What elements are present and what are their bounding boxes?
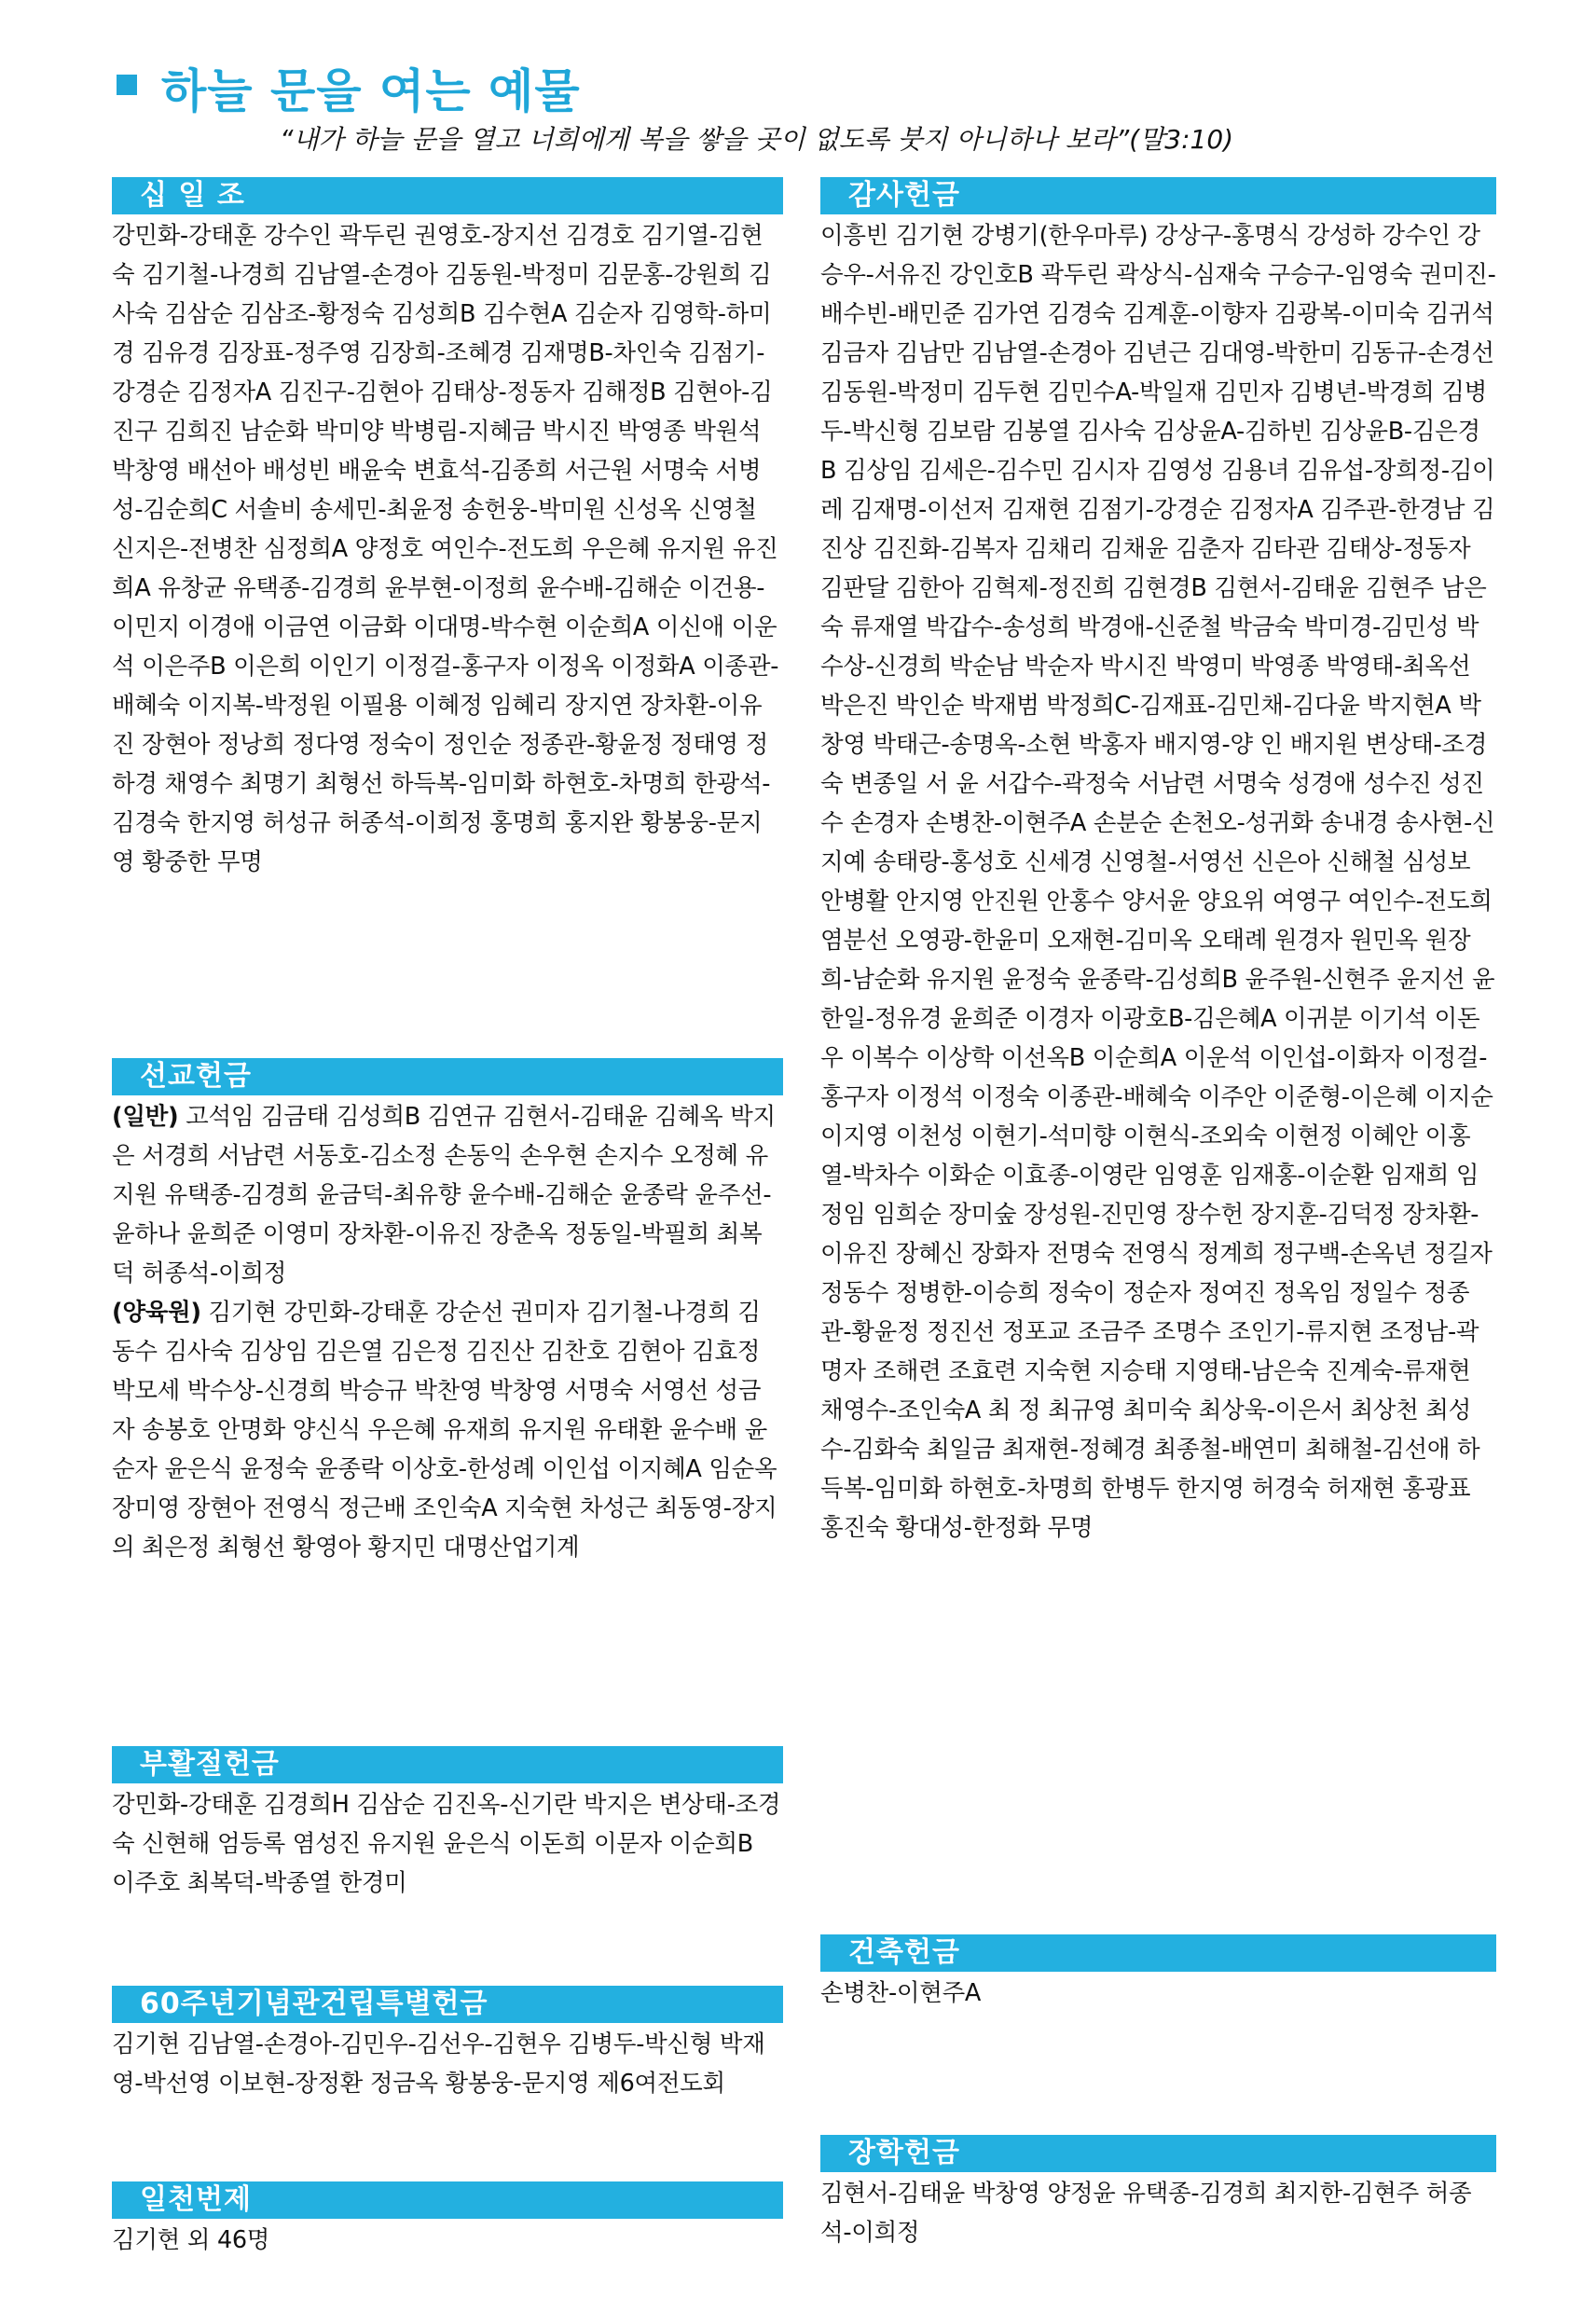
section-text: 손병찬-이현주A bbox=[820, 1979, 982, 2007]
general-text: 고석임 김금태 김성희B 김연규 김현서-김태윤 김혜옥 박지은 서경희 서남련 서동호-김소정 손동익 손우현 손지수 오정혜 유지원 유택종-김경희 윤금덕-최유향 윤수배-김해순 윤종락 윤주선-윤하나 윤희준 이영미 장차환-이유진 장춘옥 정동일-박필희 최복덕 허종석-이희정 bbox=[112, 1103, 776, 1287]
mission-nursing bbox=[112, 1293, 783, 1567]
nursing-text: 김기현 강민화-강태훈 강순선 권미자 김기철-나경희 김동수 김사숙 김상임 김은열 김은정 김진산 김찬호 김현아 김효정 박모세 박수상-신경희 박승규 박찬영 박창영 서명숙 서영선 성금자 송봉호 안명화 양신식 우은혜 유재희 유지원 유태환 윤수배 윤순자 윤은식 윤정숙 윤종락 이상호-한성례 이인섭 이지혜A 임순옥 장미영 장현아 전영식 정근배 조인숙A 지숙현 차성근 최동영-장지의 최은정 최형선 황영아 황지민 대명산업기계 bbox=[112, 1299, 777, 1562]
section-text: 김기현 외 46명 bbox=[112, 2226, 270, 2254]
title-square-icon bbox=[117, 75, 137, 95]
section-building bbox=[820, 1934, 1496, 2013]
section-title: 선교헌금 bbox=[112, 1058, 783, 1095]
section-title: 장학헌금 bbox=[820, 2135, 1496, 2172]
section-thanks bbox=[820, 177, 1496, 1548]
section-title: 건축헌금 bbox=[820, 1934, 1496, 1972]
general-label: (일반) bbox=[112, 1103, 179, 1131]
section-title: 십 일 조 bbox=[112, 177, 783, 214]
section-mission bbox=[112, 1058, 783, 1567]
section-tithe bbox=[112, 177, 783, 882]
section-anniversary bbox=[112, 1986, 783, 2103]
section-title: 부활절헌금 bbox=[112, 1746, 783, 1783]
nursing-label: (양육원) bbox=[112, 1299, 201, 1327]
page-subtitle: “내가 하늘 문을 열고 너희에게 복을 쌓을 곳이 없도록 붓지 아니하나 보라”(말3:10) bbox=[280, 124, 1234, 155]
section-easter bbox=[112, 1746, 783, 1903]
section-text bbox=[112, 1097, 783, 1567]
section-text: 강민화-강태훈 김경희H 김삼순 김진옥-신기란 박지은 변상태-조경숙 신현해 엄등록 염성진 유지원 윤은식 이돈희 이문자 이순희B 이주호 최복덕-박종열 한경미 bbox=[112, 1791, 781, 1897]
mission-general bbox=[112, 1097, 783, 1293]
section-text: 김현서-김태윤 박창영 양정윤 유택종-김경희 최지한-김현주 허종석-이희정 bbox=[820, 2180, 1472, 2247]
section-title: 일천번제 bbox=[112, 2181, 783, 2219]
section-scholarship bbox=[820, 2135, 1496, 2252]
section-title: 감사헌금 bbox=[820, 177, 1496, 214]
section-text: 김기현 김남열-손경아-김민우-김선우-김현우 김병두-박신형 박재영-박선영 이보현-장정환 정금옥 황봉웅-문지영 제6여전도회 bbox=[112, 2030, 765, 2098]
page-title: 하늘 문을 여는 예물 bbox=[161, 64, 581, 118]
section-title: 60주년기념관건립특별헌금 bbox=[112, 1986, 783, 2023]
section-text: 강민화-강태훈 강수인 곽두린 권영호-장지선 김경호 김기열-김현숙 김기철-나경희 김남열-손경아 김동원-박정미 김문홍-강원희 김사숙 김삼순 김삼조-황정숙 김성희B 김수현A 김순자 김영학-하미경 김유경 김장표-정주영 김장희-조혜경 김재명B-차인숙 김점기-강경순 김정자A 김진구-김현아 김태상-정동자 김해정B 김현아-김진구 김희진 남순화 박미양 박병림-지혜금 박시진 박영종 박원석 박창영 배선아 배성빈 배윤숙 변효석-김종희 서근원 서명숙 서병성-김순희C 서솔비 송세민-최윤정 송헌웅-박미원 신성옥 신영철 신지은-전병찬 심정희A 양정호 여인수-전도희 우은혜 유지원 유진희A 유창균 유택종-김경희 윤부현-이정희 윤수배-김해순 이건용-이민지 이경애 이금연 이금화 이대명-박수현 이순희A 이신애 이운석 이은주B 이은희 이인기 이정걸-홍구자 이정옥 이정화A 이종관-배혜숙 이지복-박정원 이필용 이혜정 임혜리 장지연 장차환-이유진 장현아 정낭희 정다영 정숙이 정인순 정종관-황윤정 정태영 정하경 채영수 최명기 최형선 하득복-임미화 하현호-차명희 한광석-김경숙 한지영 허성규 허종석-이희정 홍명희 홍지완 황봉웅-문지영 황중한 무명 bbox=[112, 222, 779, 876]
section-text: 이흥빈 김기현 강병기(한우마루) 강상구-홍명식 강성하 강수인 강승우-서유진 강인호B 곽두린 곽상식-심재숙 구승구-임영숙 권미진-배수빈-배민준 김가연 김경숙 김계훈-이향자 김광복-이미숙 김귀석 김금자 김남만 김남열-손경아 김년근 김대영-박한미 김동규-손경선 김동원-박정미 김두현 김민수A-박일재 김민자 김병년-박경희 김병두-박신형 김보람 김봉열 김사숙 김상윤A-김하빈 김상윤B-김은경B 김상임 김세은-김수민 김시자 김영성 김용녀 김유섭-장희정-김이레 김재명-이선저 김재현 김점기-강경순 김정자A 김주관-한경남 김진상 김진화-김복자 김채리 김채윤 김춘자 김타관 김태상-정동자 김판달 김한아 김혁제-정진희 김현경B 김현서-김태윤 김현주 남은숙 류재열 박갑수-송성희 박경애-신준철 박금숙 박미경-김민성 박수상-신경희 박순남 박순자 박시진 박영미 박영종 박영태-최옥선 박은진 박인순 박재범 박정희C-김재표-김민채-김다윤 박지현A 박창영 박태근-송명옥-소현 박홍자 배지영-양 인 배지원 변상태-조경숙 변종일 서 윤 서갑수-곽정숙 서남련 서명숙 성경애 성수진 성진수 손경자 손병찬-이현주A 손분순 손천오-성귀화 송내경 송사현-신지예 송태랑-홍성호 신세경 신영철-서영선 신은아 신해철 심성보 안병활 안지영 안진원 안홍수 양서윤 양요위 여영구 여인수-전도희 염분선 오영광-한윤미 오재현-김미옥 오태례 원경자 원민옥 원장희-남순화 유지원 윤정숙 윤종락-김성희B 윤주원-신현주 윤지선 윤한일-정유경 윤희준 이경자 이광호B-김은혜A 이귀분 이기석 이돈우 이복수 이상학 이선옥B 이순희A 이운석 이인섭-이화자 이정걸-홍구자 이정석 이정숙 이종관-배혜숙 이주안 이준형-이은혜 이지순 이지영 이천성 이현기-석미향 이현식-조외숙 이현정 이혜안 이홍열-박차수 이화순 이효종-이영란 임영훈 임재홍-이순환 임재희 임정임 임희순 장미숲 장성원-진민영 장수헌 장지훈-김덕정 장차환-이유진 장혜신 장화자 전명숙 전영식 정계희 정구백-손옥년 정길자 정동수 정병한-이승희 정숙이 정순자 정여진 정옥임 정일수 정종관-황윤정 정진선 정포교 조금주 조명수 조인기-류지현 조정남-곽명자 조해련 조효련 지숙현 지승태 지영태-남은숙 진계숙-류재현 채영수-조인숙A 최 정 최규영 최미숙 최상욱-이은서 최상천 최성수-김화숙 최일금 최재현-정혜경 최종철-배연미 최해철-김선애 하득복-임미화 하현호-차명희 한병두 한지영 허경숙 허재현 홍광표 홍진숙 황대성-한정화 무명 bbox=[820, 222, 1496, 1542]
section-thousand bbox=[112, 2181, 783, 2260]
